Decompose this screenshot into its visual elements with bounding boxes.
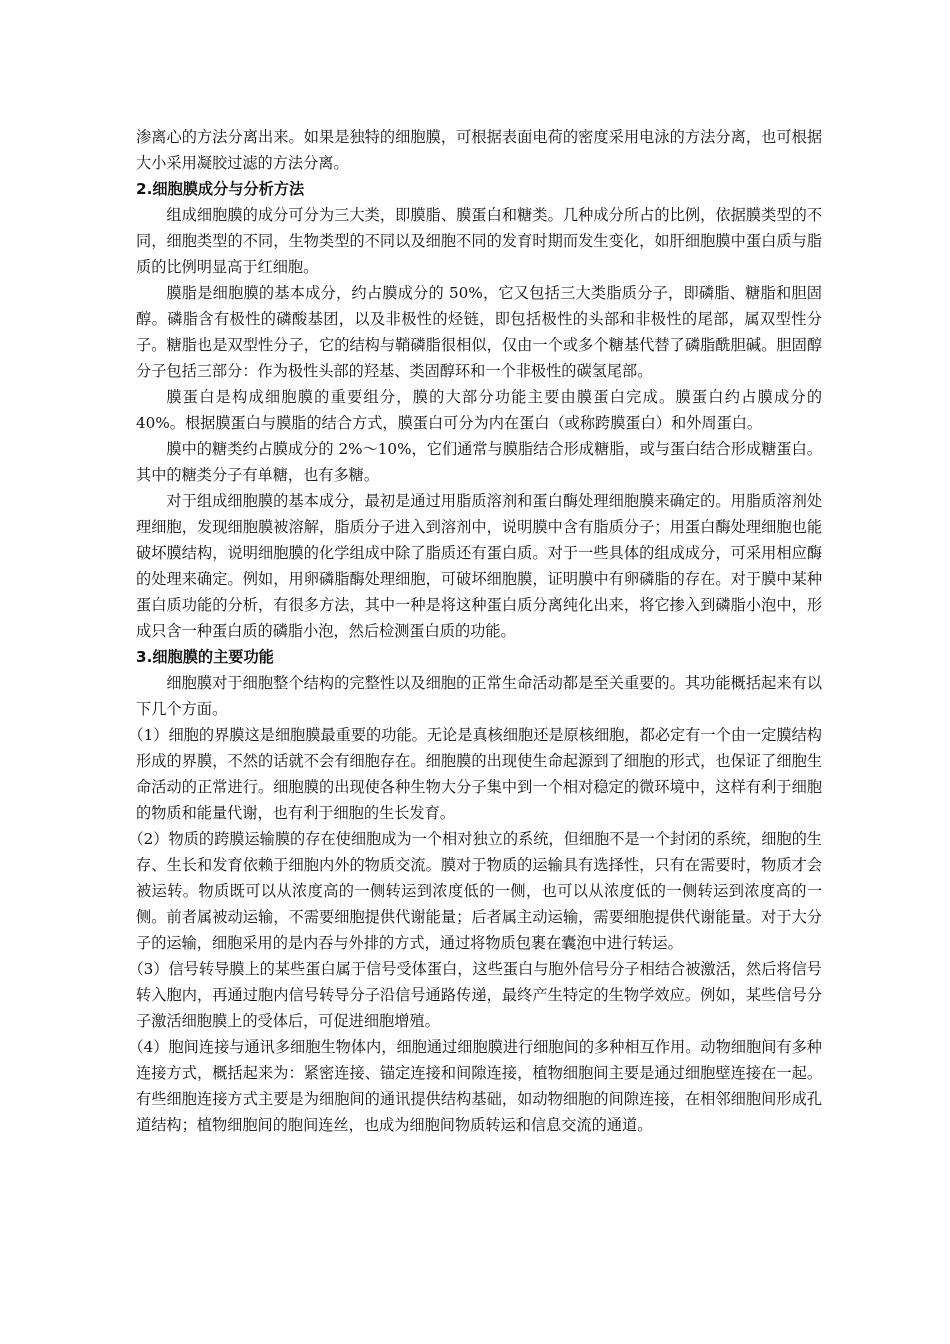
document-body xyxy=(128,124,822,1138)
paragraph-membrane-carbohydrates: 膜中的糖类约占膜成分的 2%～10%，它们通常与膜脂结合形成糖脂，或与蛋白结合形成糖蛋白。其中的糖类分子有单糖，也有多糖。 xyxy=(136,440,822,484)
paragraph-membrane-components: 组成细胞膜的成分可分为三大类，即膜脂、膜蛋白和糖类。几种成分所占的比例，依据膜类型的不同，细胞类型的不同，生物类型的不同以及细胞不同的发育时期而发生变化，如肝细胞膜中蛋白质与脂质的比例明显高于红细胞。 xyxy=(136,206,822,276)
paragraph-function-signaling: （3）信号转导膜上的某些蛋白属于信号受体蛋白，这些蛋白与胞外信号分子相结合被激活，然后将信号转入胞内，再通过胞内信号转导分子沿信号通路传递，最终产生特定的生物学效应。例如，某些信号分子激活细胞膜上的受体后，可促进细胞增殖。 xyxy=(128,960,822,1030)
paragraph-function-junctions: （4）胞间连接与通讯多细胞生物体内，细胞通过细胞膜进行细胞间的多种相互作用。动物细胞间有多种连接方式，概括起来为：紧密连接、锚定连接和间隙连接，植物细胞间主要是通过细胞壁连接在一起。有些细胞连接方式主要是为细胞间的通讯提供结构基础，如动物细胞的间隙连接，在相邻细胞间形成孔道结构；植物细胞间的胞间连丝，也成为细胞间物质转运和信息交流的通道。 xyxy=(128,1038,822,1134)
section-heading-2: 2.细胞膜成分与分析方法 xyxy=(136,180,305,198)
paragraph-function-boundary: （1）细胞的界膜这是细胞膜最重要的功能。无论是真核细胞还是原核细胞，都必定有一个由一定膜结构形成的界膜，不然的话就不会有细胞存在。细胞膜的出现使生命起源到了细胞的形式，也保证了细胞生命活动的正常进行。细胞膜的出现使各种生物大分子集中到一个相对稳定的微环境中，这样有利于细胞的物质和能量代谢，也有利于细胞的生长发育。 xyxy=(128,726,822,822)
paragraph-analysis-methods: 对于组成细胞膜的基本成分，最初是通过用脂质溶剂和蛋白酶处理细胞膜来确定的。用脂质溶剂处理细胞，发现细胞膜被溶解，脂质分子进入到溶剂中，说明膜中含有脂质分子；用蛋白酶处理细胞也能破坏膜结构，说明细胞膜的化学组成中除了脂质还有蛋白质。对于一些具体的组成成分，可采用相应酶的处理来确定。例如，用卵磷脂酶处理细胞，可破坏细胞膜，证明膜中有卵磷脂的存在。对于膜中某种蛋白质功能的分析，有很多方法，其中一种是将这种蛋白质分离纯化出来，将它掺入到磷脂小泡中，形成只含一种蛋白质的磷脂小泡，然后检测蛋白质的功能。 xyxy=(136,492,822,640)
paragraph-functions-intro: 细胞膜对于细胞整个结构的完整性以及细胞的正常生命活动都是至关重要的。其功能概括起来有以下几个方面。 xyxy=(136,674,822,718)
paragraph-membrane-lipids: 膜脂是细胞膜的基本成分，约占膜成分的 50%，它又包括三大类脂质分子，即磷脂、糖脂和胆固醇。磷脂含有极性的磷酸基团，以及非极性的烃链，即包括极性的头部和非极性的尾部，属双型性分子。糖脂也是双型性分子，它的结构与鞘磷脂很相似，仅由一个或多个糖基代替了磷脂酰胆碱。胆固醇分子包括三部分：作为极性头部的羟基、类固醇环和一个非极性的碳氢尾部。 xyxy=(136,284,822,380)
paragraph-function-transport: （2）物质的跨膜运输膜的存在使细胞成为一个相对独立的系统，但细胞不是一个封闭的系统，细胞的生存、生长和发育依赖于细胞内外的物质交流。膜对于物质的运输具有选择性，只有在需要时，物质才会被运转。物质既可以从浓度高的一侧转运到浓度低的一侧，也可以从浓度低的一侧转运到浓度高的一侧。前者属被动运输，不需要细胞提供代谢能量；后者属主动运输，需要细胞提供代谢能量。对于大分子的运输，细胞采用的是内吞与外排的方式，通过将物质包裹在囊泡中进行转运。 xyxy=(128,830,822,952)
section-heading-3: 3.细胞膜的主要功能 xyxy=(136,648,274,666)
paragraph-membrane-proteins: 膜蛋白是构成细胞膜的重要组分，膜的大部分功能主要由膜蛋白完成。膜蛋白约占膜成分的 40%。根据膜蛋白与膜脂的结合方式，膜蛋白可分为内在蛋白（或称跨膜蛋白）和外周蛋白。 xyxy=(136,388,822,432)
paragraph-intro-continuation: 渗离心的方法分离出来。如果是独特的细胞膜，可根据表面电荷的密度采用电泳的方法分离，也可根据大小采用凝胶过滤的方法分离。 xyxy=(136,128,822,172)
